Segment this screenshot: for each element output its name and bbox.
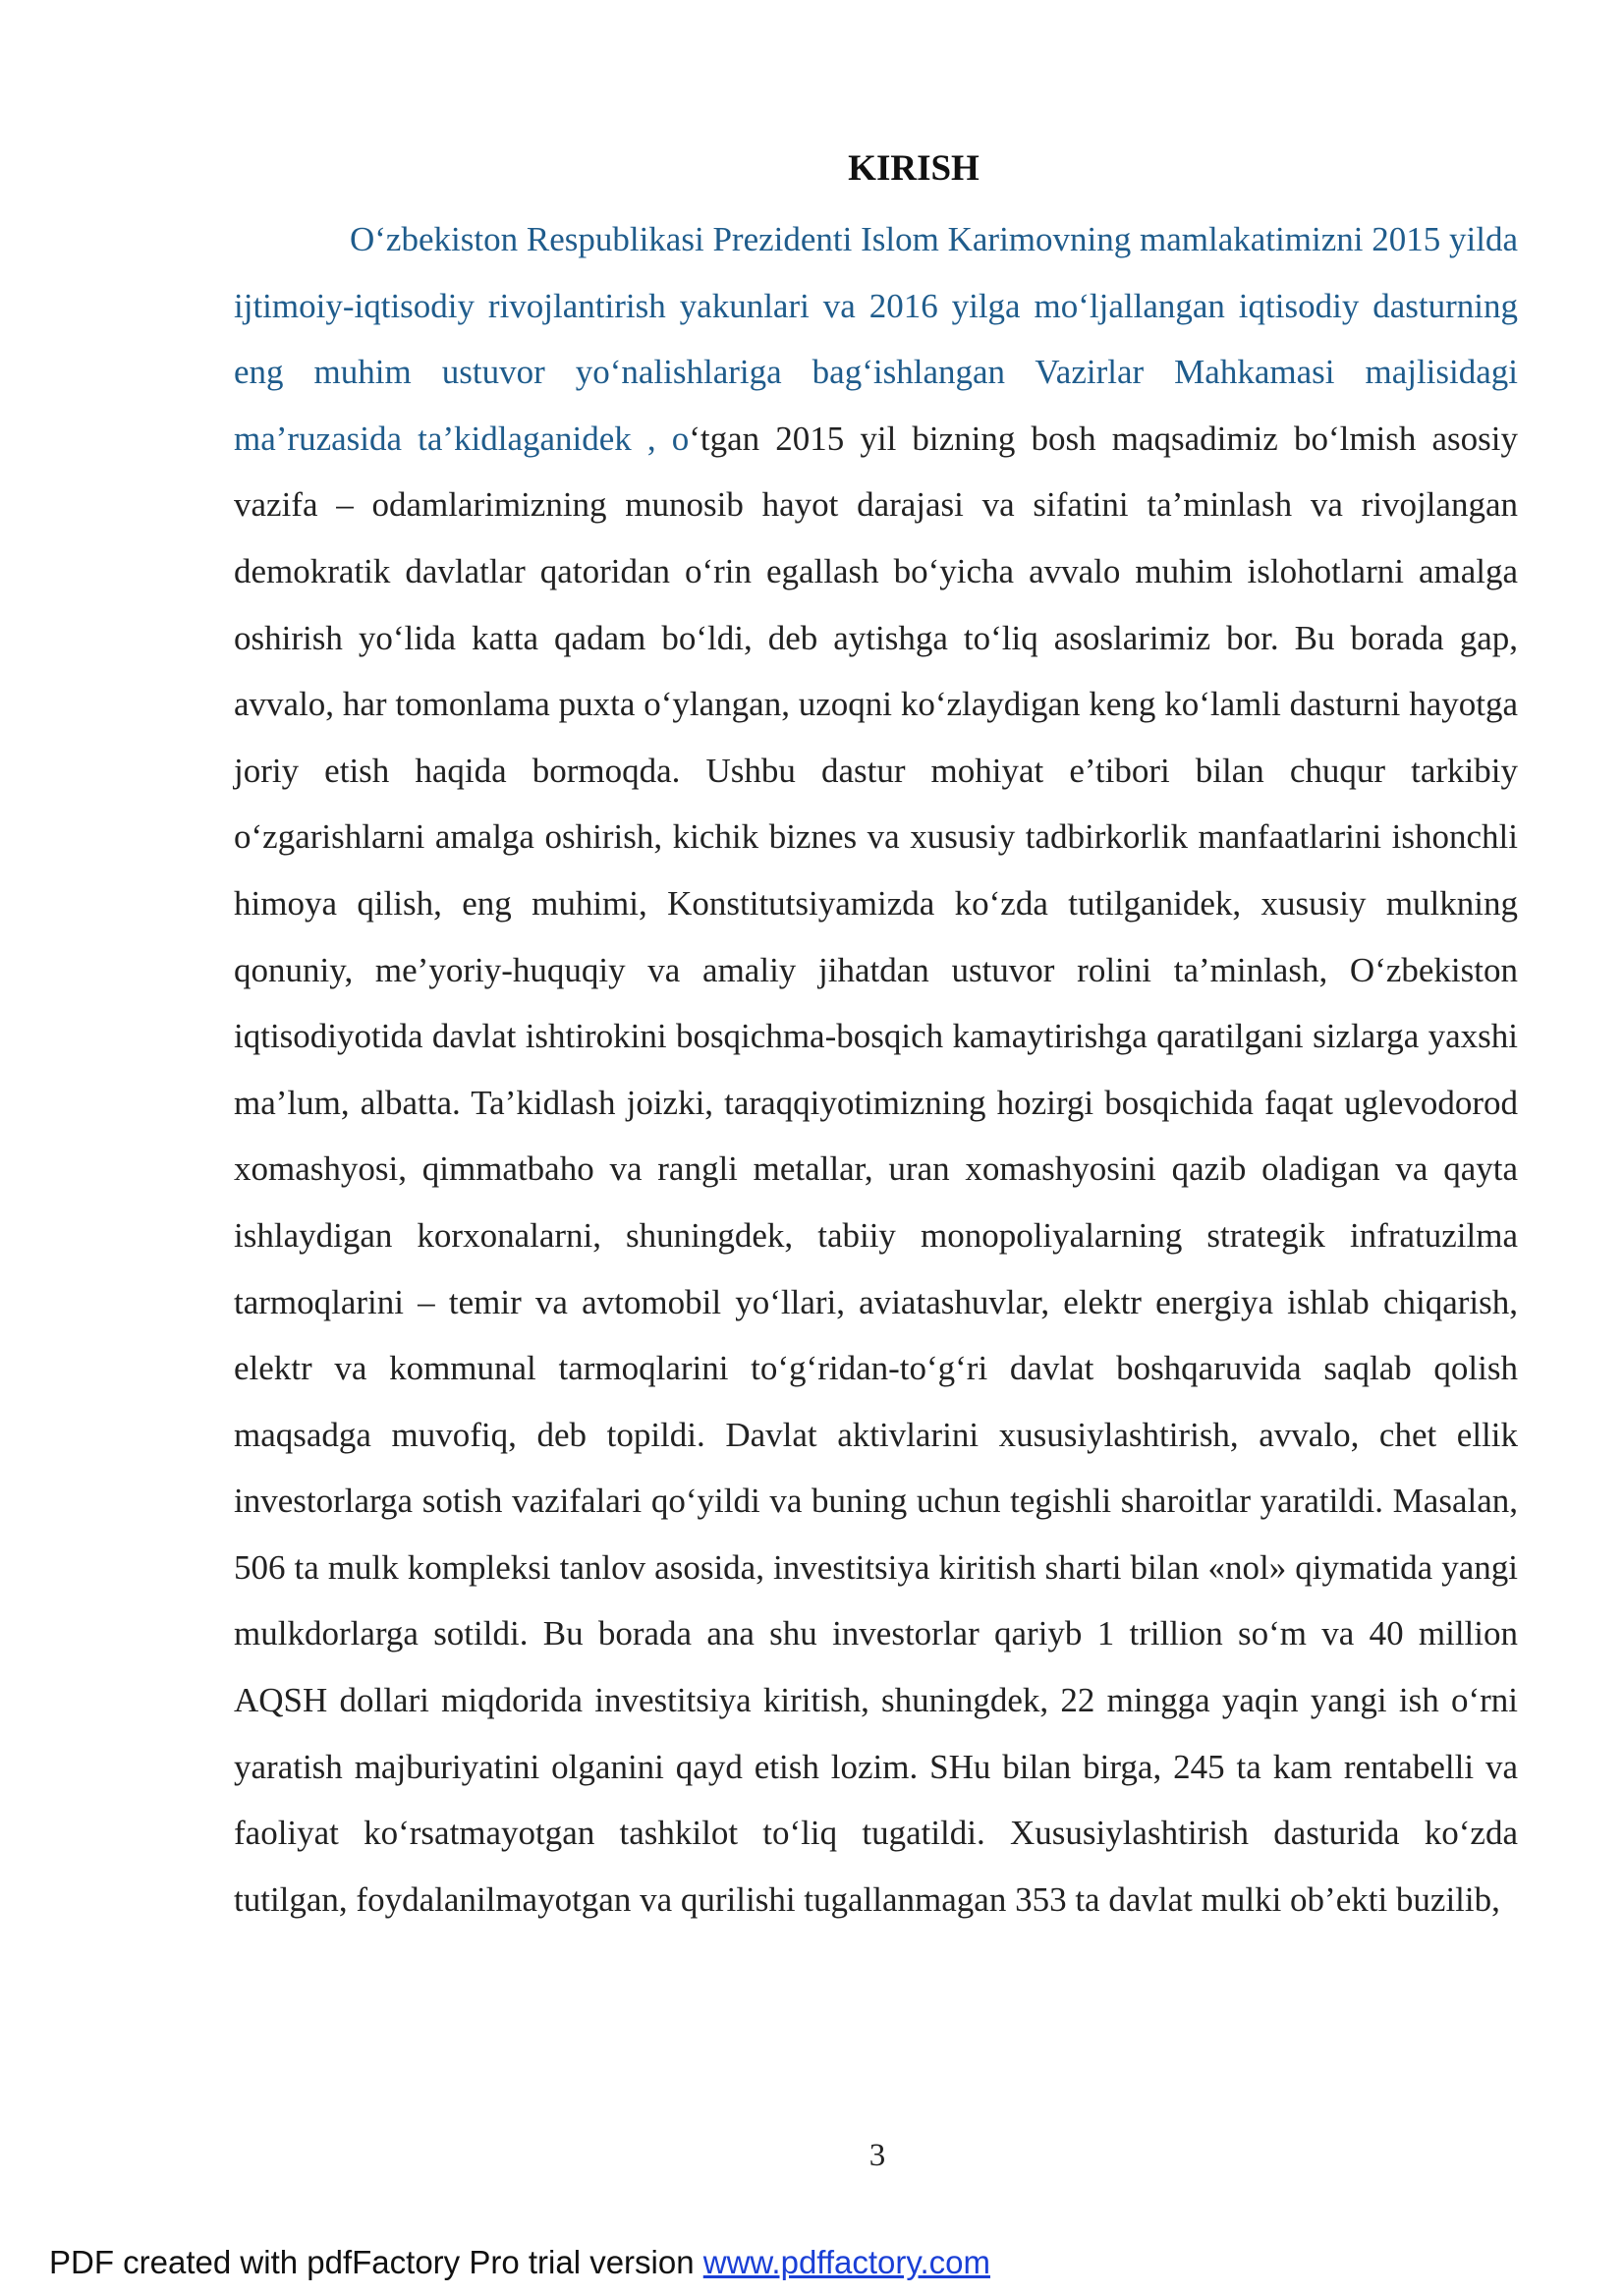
page-number: 3 — [868, 2138, 886, 2173]
page-title: KIRISH — [848, 148, 980, 189]
footer-link[interactable]: www.pdffactory.com — [702, 2244, 990, 2280]
footer-prefix: PDF created with pdfFactory Pro trial version — [49, 2244, 703, 2280]
intro-text-colored: O‘zbekiston Respublikasi Prezidenti Islom Karimovning mamlakatimizni 2015 yilda ijtimoiy-iqtisodiy rivojlantirish yakunlari va 2016 yilga mo‘ljallangan iqtisodiy dasturning eng muhim ustuvor yo‘nalishlariga bag‘ishlangan Vazirlar Mahkamasi majlisidagi ma’ruzasida ta’kidlaganidek , o — [234, 220, 1518, 458]
body-paragraph — [234, 206, 1518, 1932]
body-text-main: ‘tgan 2015 yil bizning bosh maqsadimiz bo‘lmish asosiy vazifa – odamlarimizning munosib hayot darajasi va sifatini ta’minlash va rivojlangan demokratik davlatlar qatoridan o‘rin egallash bo‘yicha avvalo muhim islohotlarni amalga oshirish yo‘lida katta qadam bo‘ldi, deb aytishga to‘liq asoslarimiz bor. Bu borada gap, avvalo, har tomonlama puxta o‘ylangan, uzoqni ko‘zlaydigan keng ko‘lamli dasturni hayotga joriy etish haqida bormoqda. Ushbu dastur mohiyat e’tibori bilan chuqur tarkibiy o‘zgarishlarni amalga oshirish, kichik biznes va xususiy tadbirkorlik manfaatlarini ishonchli himoya qilish, eng muhimi, Konstitutsiyamizda ko‘zda tutilganidek, xususiy mulkning qonuniy, me’yoriy-huquqiy va amaliy jihatdan ustuvor rolini ta’minlash, O‘zbekiston iqtisodiyotida davlat ishtirokini bosqichma-bosqich kamaytirishga qaratilgani sizlarga yaxshi ma’lum, albatta. Ta’kidlash joizki, taraqqiyotimizning hozirgi bosqichida faqat uglevodorod xomashyosi, qimmatbaho va rangli metallar, uran xomashyosini qazib oladigan va qayta ishlaydigan korxonalarni, shuningdek, tabiiy monopoliyalarning strategik infratuzilma tarmoqlarini – temir va avtomobil yo‘llari, aviatashuvlar, elektr energiya ishlab chiqarish, elektr va kommunal tarmoqlarini to‘g‘ridan-to‘g‘ri davlat boshqaruvida saqlab qolish maqsadga muvofiq, deb topildi. Davlat aktivlarini xususiylashtirish, avvalo, chet ellik investorlarga sotish vazifalari qo‘yildi va buning uchun tegishli sharoitlar yaratildi. Masalan, 506 ta mulk kompleksi tanlov asosida, investitsiya kiritish sharti bilan «nol» qiymatida yangi mulkdorlarga sotildi. Bu borada ana shu investorlar qariyb 1 trillion so‘m va 40 million AQSH dollari miqdorida investitsiya kiritish, shuningdek, 22 mingga yaqin yangi ish o‘rni yaratish majburiyatini olganini qayd etish lozim. SHu bilan birga, 245 ta kam rentabelli va faoliyat ko‘rsatmayotgan tashkilot to‘liq tugatildi. Xususiylashtirish dasturida ko‘zda tutilgan, foydalanilmayotgan va qurilishi tugallanmagan 353 ta davlat mulki ob’ekti buzilib, — [234, 419, 1518, 1919]
pdf-footer — [49, 2243, 990, 2282]
